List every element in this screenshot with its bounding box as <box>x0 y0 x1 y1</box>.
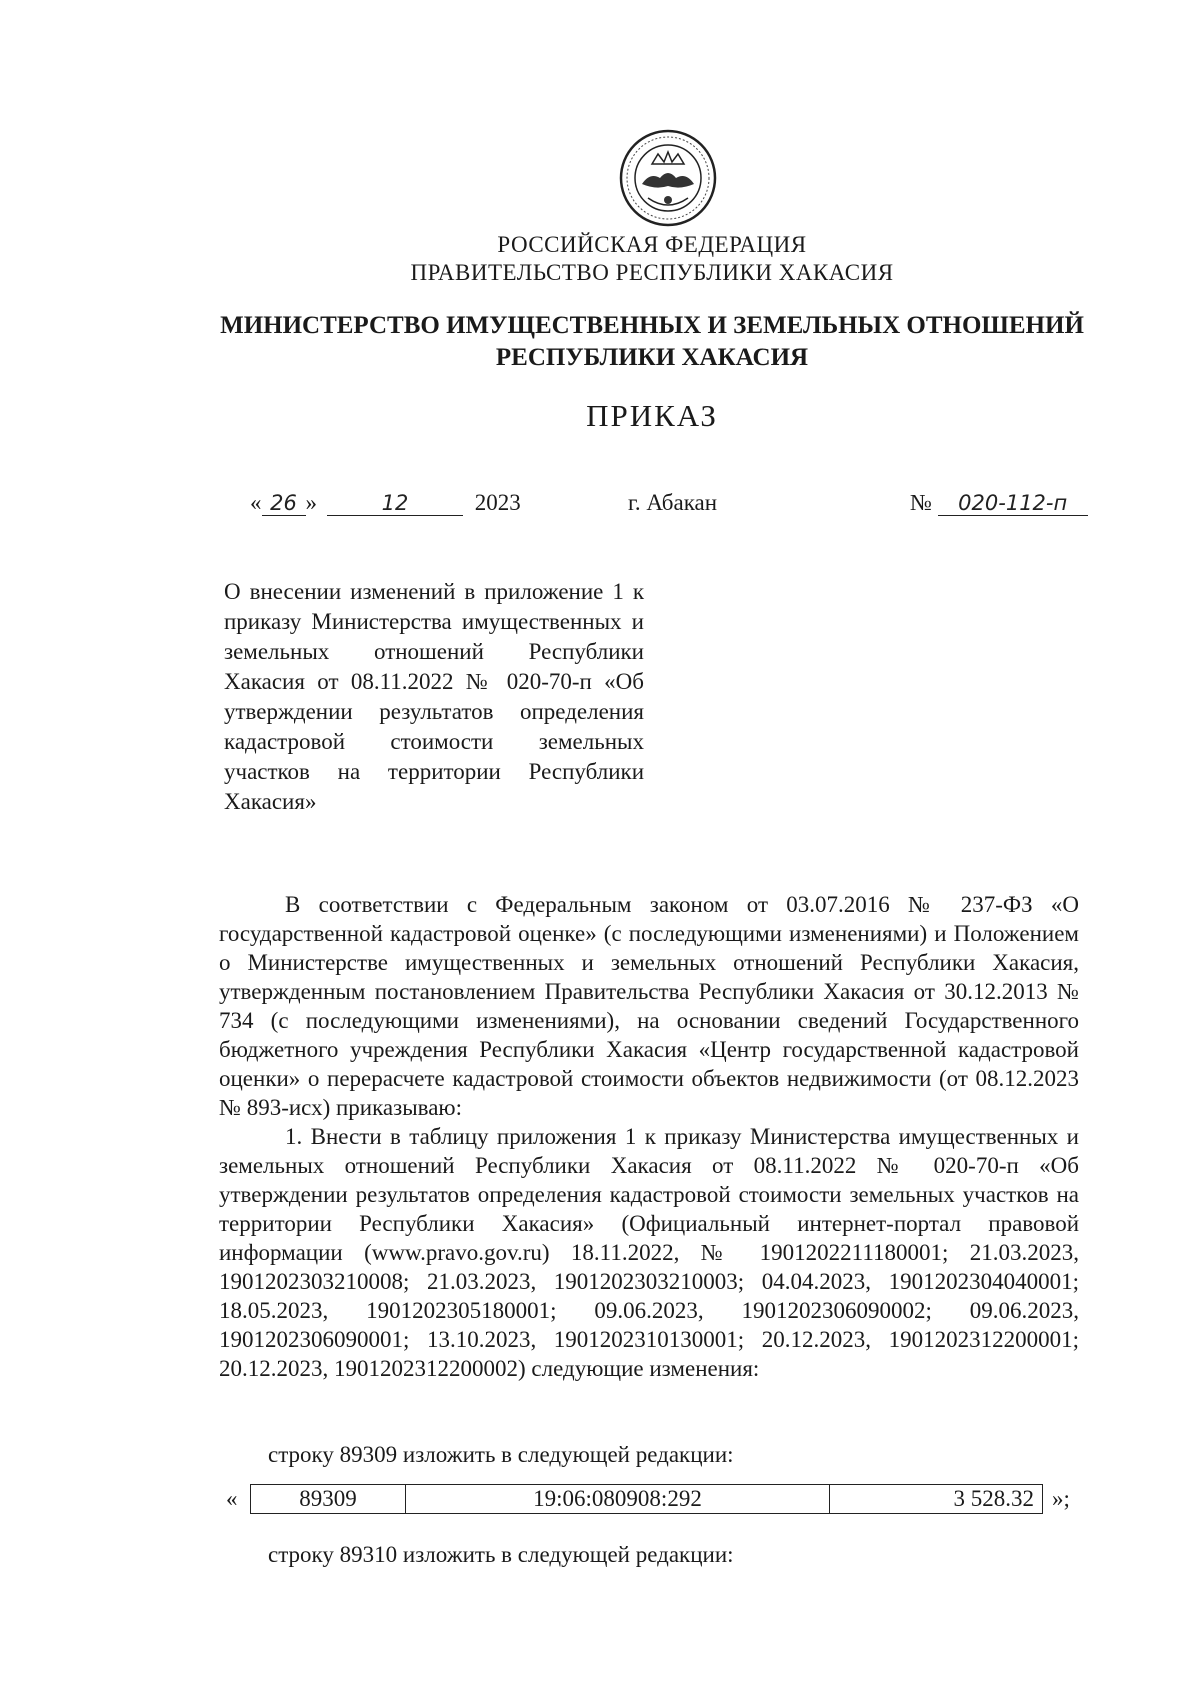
number-value: 020-112-п <box>938 491 1088 516</box>
instruction-row-89310: строку 89310 изложить в следующей редакции: <box>268 1542 734 1567</box>
row-value-cell: 3 528.32 <box>829 1484 1043 1514</box>
date-month: 12 <box>327 491 463 516</box>
row-close-quote: »; <box>1052 1486 1070 1511</box>
ministry-name-line1: МИНИСТЕРСТВО ИМУЩЕСТВЕННЫХ И ЗЕМЕЛЬНЫХ ОТНОШЕНИЙ <box>220 312 1084 339</box>
ministry-name-line2: РЕСПУБЛИКИ ХАКАСИЯ <box>495 344 809 371</box>
subject-text: О внесении изменений в приложение 1 к приказу Министерства имущественных и земельных отношений Республики Хакасия от 08.11.2022 № 020-70-п «Об утверждении результатов определения кадастровой стоимости земельных участков на территории Республики Хакасия» <box>224 579 644 814</box>
date-close-quote: » <box>305 490 317 515</box>
row-cadastral-cell: 19:06:080908:292 <box>405 1484 830 1514</box>
instruction-row-89309: строку 89309 изложить в следующей редакции: <box>268 1442 734 1467</box>
document-date <box>250 490 521 516</box>
number-sign: № <box>910 490 932 515</box>
row-number-cell: 89309 <box>250 1484 406 1514</box>
table-row <box>226 1484 1106 1518</box>
date-year: 2023 <box>474 490 521 515</box>
row-open-quote: « <box>226 1486 238 1511</box>
header-federation: РОССИЙСКАЯ ФЕДЕРАЦИЯ <box>497 232 807 257</box>
body-paragraph-2-block <box>219 1122 1079 1383</box>
date-open-quote: « <box>250 490 262 515</box>
body-paragraph-1-block <box>219 890 1079 1122</box>
document-city: г. Абакан <box>628 490 718 515</box>
document-type-title: ПРИКАЗ <box>586 398 718 433</box>
body-paragraph-2: 1. Внести в таблицу приложения 1 к приказу Министерства имущественных и земельных отношений Республики Хакасия от 08.11.2022 № 020-70-п «Об утверждении результатов определения кадастровой стоимости земельных участков на территории Республики Хакасия» (Официальный интернет-портал правовой информации (www.pravo.gov.ru) 18.11.2022, № 1901202211180001; 21.03.2023, 1901202303210008; 21.03.2023, 1901202303210003; 04.04.2023, 1901202304040001; 18.05.2023, 1901202305180001; 09.06.2023, 1901202306090002; 09.06.2023, 1901202306090001; 13.10.2023, 1901202310130001; 20.12.2023, 1901202312200001; 20.12.2023, 1901202312200002) следующие изменения: <box>219 1124 1079 1381</box>
body-paragraph-1: В соответствии с Федеральным законом от 03.07.2016 № 237-ФЗ «О государственной кадастровой оценке» (с последующими изменениями) и Положением о Министерстве имущественных и земельных отношений Республики Хакасия, утвержденным постановлением Правительства Республики Хакасия от 30.12.2013 № 734 (с последующими изменениями), на основании сведений Государственного бюджетного учреждения Республики Хакасия «Центр государственной кадастровой оценки» о перерасчете кадастровой стоимости объектов недвижимости (от 08.12.2023 № 893-исх) приказываю: <box>219 892 1079 1120</box>
header-government: ПРАВИТЕЛЬСТВО РЕСПУБЛИКИ ХАКАСИЯ <box>410 260 894 285</box>
coat-of-arms-emblem <box>618 128 718 228</box>
date-day: 26 <box>262 491 306 516</box>
document-number <box>910 490 1088 516</box>
order-subject <box>224 577 644 817</box>
